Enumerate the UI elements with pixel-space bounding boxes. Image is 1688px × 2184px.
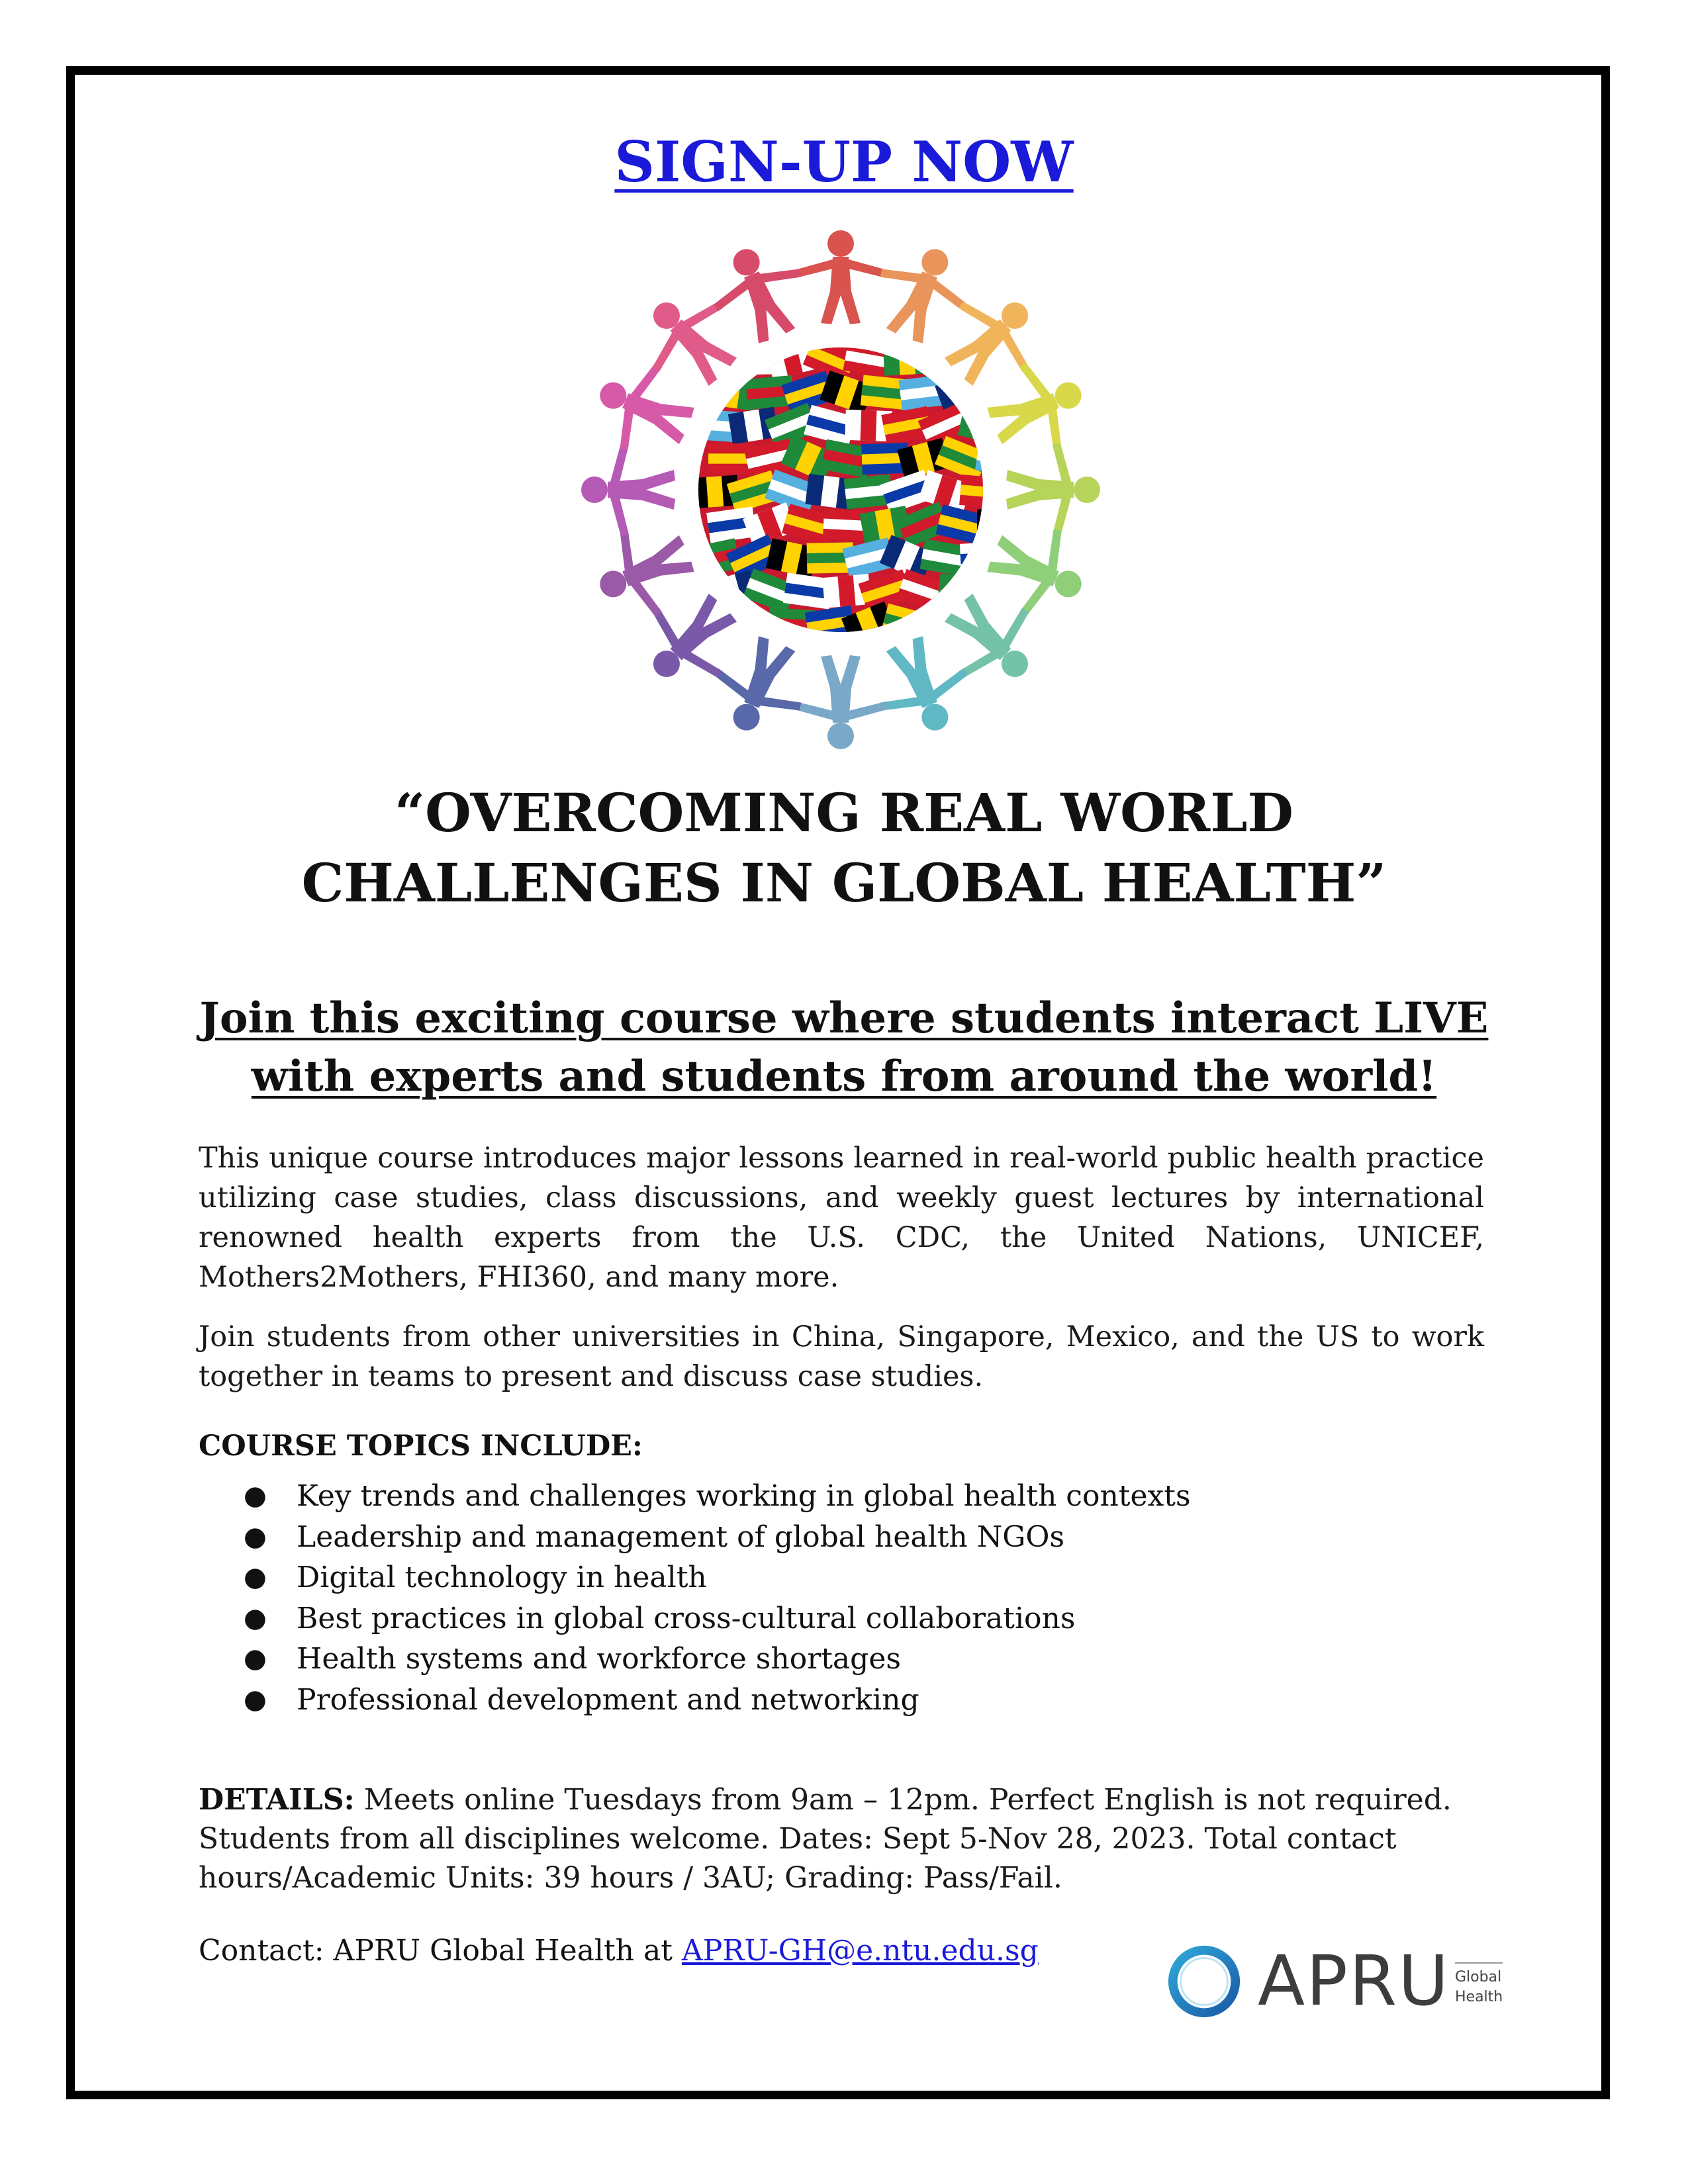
person-figure bbox=[861, 625, 983, 747]
person-figure bbox=[583, 347, 706, 469]
flag-patch bbox=[959, 475, 1008, 509]
flag-patch bbox=[880, 604, 933, 645]
flag-patch bbox=[883, 343, 931, 376]
topic-text: Digital technology in health bbox=[297, 1561, 707, 1594]
details-label: DETAILS: bbox=[199, 1783, 355, 1817]
topics-heading: COURSE TOPICS INCLUDE: bbox=[199, 1430, 643, 1463]
flag-patch bbox=[975, 573, 1025, 609]
course-title-line: CHALLENGES IN GLOBAL HEALTH” bbox=[301, 852, 1387, 914]
list-item bbox=[199, 1476, 1191, 1517]
sign-up-link[interactable]: SIGN-UP NOW bbox=[614, 129, 1074, 195]
bullet-icon: ● bbox=[244, 1684, 267, 1715]
topic-text: Professional development and networking bbox=[297, 1682, 919, 1717]
person-figure bbox=[976, 510, 1098, 632]
person-figure bbox=[794, 230, 887, 324]
bullet-icon: ● bbox=[244, 1562, 267, 1592]
bullet-icon: ● bbox=[244, 1480, 267, 1511]
bullet-icon: ● bbox=[244, 1643, 267, 1674]
subtitle bbox=[0, 989, 1688, 1106]
course-title bbox=[0, 778, 1688, 918]
collaboration-description: Join students from other universities in China, Singapore, Mexico, and the US to work together in teams to present and discuss case studies. bbox=[199, 1320, 1484, 1393]
person-figure bbox=[1006, 443, 1100, 536]
people-around-globe-graphic bbox=[576, 225, 1105, 754]
topic-text: Best practices in global cross-cultural collaborations bbox=[297, 1601, 1076, 1635]
person-figure bbox=[698, 625, 820, 747]
apru-subtitle bbox=[1455, 1962, 1503, 2007]
apru-ring-icon bbox=[1165, 1942, 1243, 2021]
flag-patch bbox=[977, 509, 1024, 540]
person-figure bbox=[976, 347, 1098, 469]
person-figure bbox=[794, 655, 887, 749]
flag-patch bbox=[730, 343, 777, 375]
course-title-line: “OVERCOMING REAL WORLD bbox=[395, 782, 1293, 844]
course-details bbox=[199, 1780, 1519, 1897]
list-item bbox=[199, 1680, 1191, 1721]
person-figure bbox=[583, 510, 706, 632]
list-item bbox=[199, 1639, 1191, 1680]
flag-patch bbox=[937, 573, 986, 608]
subtitle-line: Join this exciting course where students interact LIVE bbox=[199, 993, 1489, 1043]
subtitle-line: with experts and students from around the world! bbox=[251, 1052, 1437, 1101]
course-description: This unique course introduces major lessons learned in real-world public health practice utilizing case studies, class discussions, and weekly guest lectures by international renowned health experts from the U.S. CDC, the United Nations, UNICEF, Mothers2Mothers, FHI360, and many more. bbox=[199, 1142, 1484, 1294]
topics-list bbox=[199, 1476, 1191, 1720]
person-figure bbox=[861, 232, 983, 355]
flag-patch bbox=[935, 370, 989, 414]
topic-text: Health systems and workforce shortages bbox=[297, 1642, 901, 1676]
topic-text: Leadership and management of global health NGOs bbox=[297, 1520, 1065, 1554]
flag-patch bbox=[975, 440, 1025, 477]
details-text: Meets online Tuesdays from 9am – 12pm. Perfect English is not required. Students from all disciplines welcome. Dates: Sept 5-Nov 28, 2023. Total contact hours/Academic Units: 39 hours / 3AU; Grading: Pass/Fail. bbox=[199, 1783, 1452, 1895]
bullet-icon: ● bbox=[244, 1521, 267, 1552]
list-item bbox=[199, 1598, 1191, 1639]
contact-prefix: Contact: APRU Global Health at bbox=[199, 1934, 682, 1968]
list-item bbox=[199, 1557, 1191, 1598]
person-figure bbox=[698, 232, 820, 355]
bullet-icon: ● bbox=[244, 1602, 267, 1633]
contact-line bbox=[199, 1931, 1039, 1971]
topic-text: Key trends and challenges working in global health contexts bbox=[297, 1479, 1191, 1513]
apru-wordmark: APRU bbox=[1258, 1940, 1450, 2021]
apru-subtitle-line: Global bbox=[1455, 1969, 1502, 1985]
apru-global-health-logo bbox=[1165, 1936, 1509, 2028]
list-item bbox=[199, 1517, 1191, 1558]
person-figure bbox=[581, 443, 675, 536]
apru-subtitle-line: Health bbox=[1455, 1989, 1503, 2005]
contact-email-link[interactable]: APRU-GH@e.ntu.edu.sg bbox=[681, 1934, 1039, 1968]
